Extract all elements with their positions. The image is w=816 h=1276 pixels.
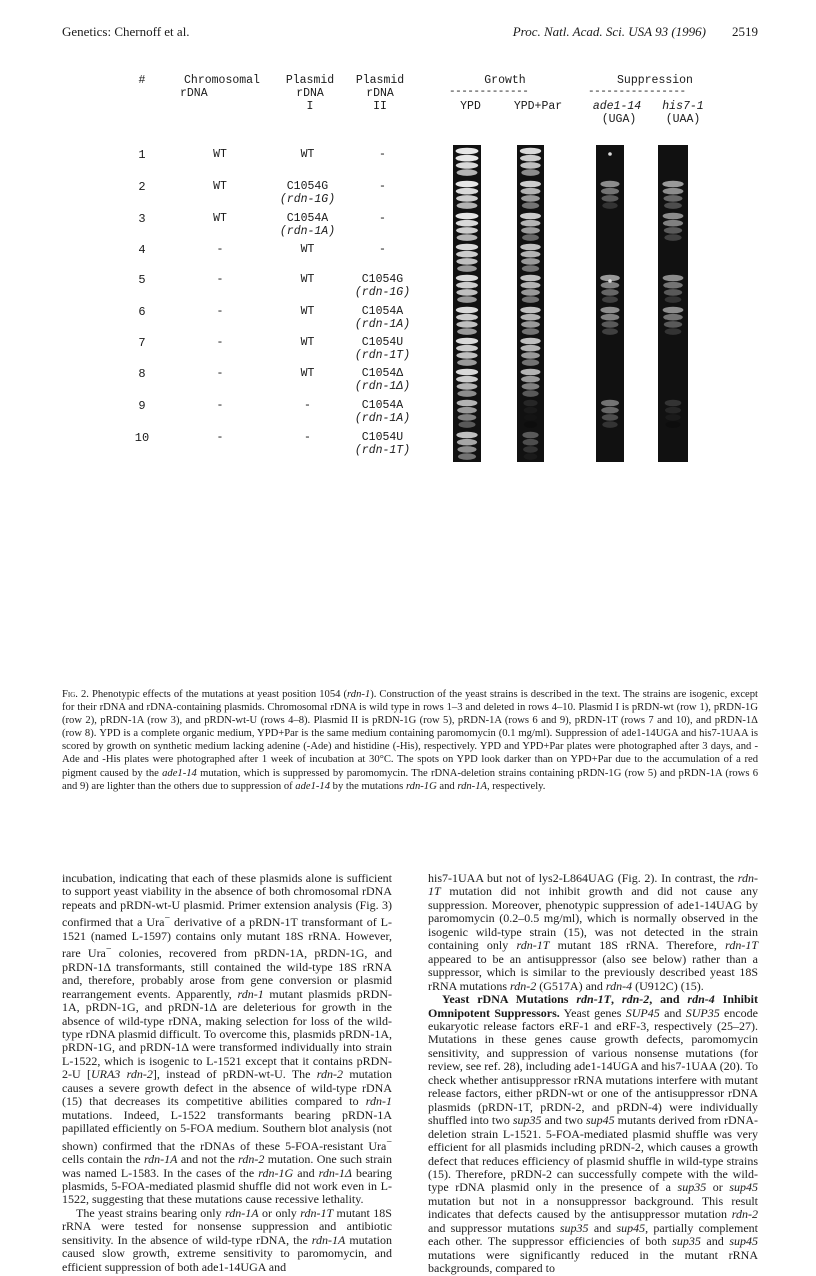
colony-spot <box>601 289 619 296</box>
plasmid-1-line: C1054A <box>286 212 329 225</box>
colony-spot <box>456 432 477 439</box>
colony-spot <box>522 390 538 397</box>
chromosomal-rdna: - <box>216 431 224 444</box>
colony-spot <box>602 421 617 428</box>
chromosomal-rdna: WT <box>213 212 227 225</box>
plasmid-2-line: C1054Δ <box>361 367 404 380</box>
plasmid-2-line: C1054A <box>361 305 404 318</box>
plasmid-2-line: - <box>379 243 386 256</box>
colony-spot <box>456 345 478 352</box>
colony-spot <box>456 307 478 314</box>
colony-spot <box>456 338 478 345</box>
page-number: 2519 <box>732 24 758 39</box>
header-chromosomal-line1: Chromosomal <box>184 74 260 87</box>
spot-row-ade <box>596 272 624 305</box>
colony-spot <box>663 275 684 282</box>
plasmid-1-line: - <box>304 399 311 412</box>
plasmid-2-line: - <box>379 180 386 193</box>
colony-spot <box>522 432 538 439</box>
spot-row-par <box>517 145 544 178</box>
row-number: 5 <box>138 273 146 287</box>
plasmid-2-line: (rdn-1T) <box>354 444 411 457</box>
header-suppression: Suppression <box>617 74 693 87</box>
header-plasmid1-line1: Plasmid <box>285 74 335 87</box>
colony-spot <box>663 213 684 220</box>
colony-spot <box>665 414 680 421</box>
colony-spot <box>664 321 682 328</box>
colony-spot <box>522 359 539 366</box>
colony-spot <box>456 227 478 234</box>
right-paragraph-2 <box>428 993 758 1276</box>
running-header-left: Genetics: Chernoff et al. <box>62 24 190 39</box>
colony-spot <box>521 289 540 296</box>
spot-row-ade <box>596 145 624 178</box>
colony-spot <box>602 202 617 209</box>
header-num: # <box>138 74 146 87</box>
colony-spot <box>524 453 538 460</box>
colony-spot <box>520 162 540 169</box>
left-column <box>62 872 392 1274</box>
colony-spot <box>601 282 620 289</box>
spot-row-ade <box>596 366 624 399</box>
colony-spot <box>521 220 541 227</box>
spot-row-ade <box>596 429 624 462</box>
plasmid-1-line: WT <box>300 243 315 256</box>
colony-spot <box>521 227 540 234</box>
colony-spot <box>523 400 537 407</box>
journal-citation: Proc. Natl. Acad. Sci. USA 93 (1996) <box>512 24 706 39</box>
colony-spot <box>521 188 541 195</box>
plasmid-1-line: WT <box>300 273 315 286</box>
spot-row-ypd <box>453 397 481 430</box>
colony-spot <box>522 234 539 241</box>
spot-row-his <box>658 241 688 274</box>
colony-spot <box>456 321 477 328</box>
spot-row-ypd <box>453 178 481 211</box>
header-uaa: (UAA) <box>665 113 701 126</box>
spot-row-ypd <box>453 210 481 243</box>
colony-spot <box>457 383 478 390</box>
spot-row-his <box>658 304 688 337</box>
plasmid-1-line: (rdn-1A) <box>279 225 336 238</box>
colony-spot <box>520 275 540 282</box>
colony-spot <box>601 314 620 321</box>
colony-spot <box>664 202 682 209</box>
plasmid-2-line: (rdn-1T) <box>354 349 411 362</box>
colony-spot <box>520 244 540 251</box>
spot-row-par <box>517 272 544 305</box>
colony-spot <box>520 338 540 345</box>
plate-background <box>658 335 688 368</box>
colony-spot <box>602 195 619 202</box>
section-body: Yeast genes SUP45 and SUP35 encode eukaryotic release factors eRF-1 and eRF-3, respectively (25–27). Mutations in these genes cause growth defects, paromomycin sensitivity, and suppression of various nonsense mutations (for review, see ref. 28), including ade1-14UGA and his7-1UAA (20). To check whether antisuppressor rRNA mutations interfere with mutant release factors, either pRDN-wt or one of the antisuppressor rDNA plasmids (pRDN-1T, pRDN-2, and pRDN-4) were individually shuffled into two sup35 and two sup45 mutants derived from rDNA-deletion strain L-1521. 5-FOA-mediated plasmid shuffle was very efficient for all plasmids including pRDN-2, which causes a growth defect that reduces efficiency of plasmid shuffle in wild-type strains (15). Therefore, pRDN-2 can successfully compete with the wild-type rDNA plasmid only in the presence of a sup35 or sup45 mutation but not in a nonsuppressor background. This result indicates that defects caused by the antisuppressor mutation rdn-2 and suppressor mutations sup35 and sup45, partially complement each other. The suppressor efficiencies of both sup35 and sup45 mutations were significantly reduced in the mutant rRNA backgrounds, compared to <box>428 1005 759 1276</box>
colony-spot <box>457 202 478 209</box>
spot-row-his <box>658 397 688 430</box>
plate-background <box>596 145 624 178</box>
chromosomal-rdna: - <box>216 367 224 380</box>
spot-row-par <box>517 366 544 399</box>
colony-spot <box>664 234 681 241</box>
spot-row-ypd <box>453 304 481 337</box>
colony-spot <box>521 195 540 202</box>
spot-row-par <box>517 210 544 243</box>
growth-divider: ------------- <box>449 86 529 98</box>
colony-spot <box>522 265 539 272</box>
colony-spot <box>524 407 538 414</box>
plasmid-2-line: (rdn-1Δ) <box>354 380 411 393</box>
header-plasmid2-line2: rDNA <box>366 87 394 100</box>
colony-spot <box>457 296 477 303</box>
colony-spot <box>521 376 540 383</box>
plasmid-2-line: C1054U <box>361 336 404 349</box>
colony-spot <box>522 202 539 209</box>
spot-row-his <box>658 178 688 211</box>
colony-spot <box>456 220 478 227</box>
header-ade1-14: ade1-14 <box>592 100 642 113</box>
plasmid-2-line: (rdn-1G) <box>354 286 411 299</box>
plasmid-1-line: WT <box>300 336 315 349</box>
row-number: 10 <box>134 431 150 445</box>
plate-background <box>596 210 624 243</box>
colony-spot <box>521 369 541 376</box>
suppression-divider: ---------------- <box>588 86 686 98</box>
colony-spot <box>456 369 478 376</box>
colony-spot <box>456 314 478 321</box>
colony-spot <box>456 162 478 169</box>
spot-row-ypd <box>453 429 481 462</box>
colony-spot <box>457 169 478 176</box>
colony-spot <box>456 289 477 296</box>
colony-spot <box>663 282 683 289</box>
colony-spot <box>456 148 479 155</box>
colony-spot <box>663 188 684 195</box>
plate-background <box>596 335 624 368</box>
colony-spot <box>457 328 477 335</box>
spot-row-his <box>658 335 688 368</box>
colony-spot <box>457 446 476 453</box>
chromosomal-rdna: WT <box>213 148 227 161</box>
spot-row-ade <box>596 241 624 274</box>
plasmid-2-line: (rdn-1A) <box>354 318 411 331</box>
spot-row-ade <box>596 210 624 243</box>
colony-spot <box>457 407 477 414</box>
spot-row-his <box>658 366 688 399</box>
colony-spot <box>456 188 478 195</box>
colony-spot <box>600 307 619 314</box>
colony-spot <box>664 195 683 202</box>
colony-spot <box>663 307 684 314</box>
colony-spot <box>523 439 539 446</box>
header-ypd: YPD <box>460 100 481 113</box>
colony-spot <box>520 213 541 220</box>
spot-row-par <box>517 397 544 430</box>
plate-background <box>596 429 624 462</box>
plasmid-1-line: (rdn-1G) <box>279 193 336 206</box>
spot-row-his <box>658 272 688 305</box>
header-ypd-par: YPD+Par <box>513 100 563 113</box>
plate-background <box>658 366 688 399</box>
row-number: 6 <box>138 305 146 319</box>
row-number: 8 <box>138 367 146 381</box>
plasmid-1-line: WT <box>300 148 315 161</box>
colony-spot <box>520 148 541 155</box>
spot-row-his <box>658 145 688 178</box>
spot-row-ade <box>596 304 624 337</box>
chromosomal-rdna: - <box>216 243 224 256</box>
colony-spot <box>457 359 477 366</box>
plasmid-1-line: WT <box>300 305 315 318</box>
colony-spot <box>456 195 478 202</box>
right-paragraph-1: his7-1UAA but not of lys2-L864UAG (Fig. 2). In contrast, the rdn-1T mutation did not inhibit growth and did not cause any suppression. Moreover, phenotypic suppression of ade1-14UAG by paromomycin (0.2–0.5 mg/ml), which is normally observed in the isogenic wild-type strain (15), was not detected in the strain containing only rdn-1T mutant 18S rRNA. Therefore, rdn-1T appeared to be an antisuppressor (also see below) rather than a suppressor, which is similar to the previously described yeast 18S rRNA mutations rdn-2 (G517A) and rdn-4 (U912C) (15). <box>428 871 758 993</box>
chromosomal-rdna: - <box>216 336 224 349</box>
spot-row-par <box>517 429 544 462</box>
plasmid-1-line: - <box>304 431 311 444</box>
row-number: 4 <box>138 243 146 257</box>
spot-row-par <box>517 304 544 337</box>
colony-spot <box>456 155 479 162</box>
plasmid-1-line: WT <box>300 367 315 380</box>
colony-spot <box>522 383 540 390</box>
row-number: 2 <box>138 180 146 194</box>
plasmid-2-line: C1054G <box>361 273 404 286</box>
colony-spot <box>608 152 612 156</box>
plate-background <box>658 429 688 462</box>
spot-row-ypd <box>453 366 481 399</box>
chromosomal-rdna: WT <box>213 180 227 193</box>
colony-spot <box>664 289 682 296</box>
header-plasmid2-line1: Plasmid <box>355 74 405 87</box>
colony-spot <box>456 376 478 383</box>
colony-spot <box>666 421 681 428</box>
colony-spot <box>521 314 541 321</box>
row-number: 3 <box>138 212 146 226</box>
colony-spot <box>457 390 476 397</box>
colony-spot <box>524 414 537 421</box>
colony-spot <box>458 453 476 460</box>
header-uga: (UGA) <box>601 113 637 126</box>
colony-spot <box>600 181 619 188</box>
left-paragraph-1: incubation, indicating that each of these plasmids alone is sufficient to support yeast viability in the absence of both chromosomal rDNA repeats and pRDN-wt-U plasmid. Primer extension analysis (Fig. 3) confirmed that a Ura− derivative of a pRDN-1T transformant of L-1521 (named L-1597) contains only mutant 18S rRNA. However, rare Ura− colonies, recovered from pRDN-1A, pRDN-1G, and pRDN-1Δ transformants, still contained the wild-type 18S rRNA and, therefore, probably arose from gene conversion or plasmid rearrangement events. Apparently, rdn-1 mutant plasmids pRDN-1A, pRDN-1G, and pRDN-1Δ are deleterious for growth in the absence of wild-type rDNA, making selection for loss of the wild-type rDNA plasmid difficult. To overcome this, plasmids pRDN-1A, pRDN-1G, and pRDN-1Δ were transformed individually into strain L-1522, which is isogenic to L-1521 except that it contains pRDN-2-U [URA3 rdn-2], instead of pRDN-wt-U. The rdn-2 mutation causes a severe growth defect in the absence of wild-type rDNA (15) that decreases its competitive abilities compared to rdn-1 mutations. Indeed, L-1522 transformants bearing pRDN-1A papillated efficiently on 5-FOA medium. Southern blot analysis (not shown) confirmed that the rDNAs of these 5-FOA-resistant Ura− cells contain the rdn-1A and not the rdn-2 mutation. One such strain was named L-1583. In the cases of the rdn-1G and rdn-1Δ bearing plasmids, 5-FOA-mediated plasmid shuffle did not work even in L-1522, suggesting that these mutations cause recessive lethality. <box>62 871 393 1207</box>
plate-background <box>596 241 624 274</box>
colony-spot <box>665 328 682 335</box>
colony-spot <box>456 213 479 220</box>
colony-spot <box>521 282 541 289</box>
left-paragraph-2: The yeast strains bearing only rdn-1A or only rdn-1T mutant 18S rRNA were tested for nonsense suppression and antibiotic sensitivity. In the absence of wild-type rDNA, the rdn-1A mutation caused slow growth, extreme sensitivity to paromomycin, and efficient suppression of both ade1-14UGA and <box>62 1205 392 1274</box>
spot-row-par <box>517 335 544 368</box>
section-heading: Yeast rDNA Mutations rdn-1T, rdn-2, and rdn-4 Inhibit Omnipotent Suppressors. <box>428 992 758 1020</box>
colony-spot <box>608 279 612 283</box>
chromosomal-rdna: - <box>216 399 224 412</box>
plate-background <box>658 145 688 178</box>
colony-spot <box>456 251 478 258</box>
colony-spot <box>602 321 619 328</box>
spot-row-ypd <box>453 272 481 305</box>
spot-row-ade <box>596 178 624 211</box>
colony-spot <box>521 321 540 328</box>
colony-spot <box>458 414 477 421</box>
figure-caption: Fig. 2. Phenotypic effects of the mutations at yeast position 1054 (rdn-1). Construction of the yeast strains is described in the text. The strains are isogenic, except for their rDNA and rDNA-containing plasmids. Chromosomal rDNA is wild type in rows 1–3 and deleted in rows 4–10. Plasmid I is pRDN-wt (row 1), pRDN-1G (row 2), pRDN-1A (row 3), and pRDN-wt-U (rows 4–8). Plasmid II is pRDN-1G (row 5), pRDN-1A (rows 6 and 9), pRDN-1T (rows 7 and 10), and pRDN-1Δ (row 8). YPD is a complete organic medium, YPD+Par is the same medium containing paromomycin (0.1 mg/ml). Suppression of ade1-14UGA and his7-1UAA is scored by growth on synthetic medium lacking adenine (-Ade) and histidine (-His), respectively. YPD and YPD+Par plates were photographed after 3 days, and -Ade and -His plates were photographed after 1 week of incubation at 30°C. The spots on YPD look darker than on YPD+Par due to the accumulation of a red pigment caused by the ade1-14 mutation, which is suppressed by paromomycin. The rDNA-deletion strains containing pRDN-1G (row 5) and pRDN-1A (rows 6 and 9) are lighter than the others due to suppression of ade1-14 by the mutations rdn-1G and rdn-1A, respectively. <box>62 689 759 792</box>
spot-row-ade <box>596 335 624 368</box>
colony-spot <box>521 169 539 176</box>
right-column <box>428 872 758 1276</box>
colony-spot <box>521 251 541 258</box>
spot-row-his <box>658 429 688 462</box>
header-his7-1: his7-1 <box>662 100 704 113</box>
colony-spot <box>601 407 619 414</box>
colony-spot <box>522 328 539 335</box>
colony-spot <box>523 446 538 453</box>
plasmid-2-line: C1054U <box>361 431 404 444</box>
colony-spot <box>456 258 477 265</box>
colony-spot <box>665 296 682 303</box>
colony-spot <box>665 407 681 414</box>
spot-row-his <box>658 210 688 243</box>
plasmid-2-line: C1054A <box>361 399 404 412</box>
colony-spot <box>457 400 478 407</box>
row-number: 1 <box>138 148 146 162</box>
colony-spot <box>456 181 479 188</box>
header-plasmid1-line3: I <box>306 100 314 113</box>
row-number: 7 <box>138 336 146 350</box>
plate-background <box>658 241 688 274</box>
colony-spot <box>602 328 618 335</box>
colony-spot <box>521 352 540 359</box>
chromosomal-rdna: - <box>216 273 224 286</box>
colony-spot <box>457 234 478 241</box>
colony-spot <box>601 188 619 195</box>
spot-row-par <box>517 178 544 211</box>
colony-spot <box>520 155 541 162</box>
colony-spot <box>662 181 683 188</box>
colony-spot <box>520 307 540 314</box>
colony-spot <box>521 345 541 352</box>
colony-spot <box>664 227 682 234</box>
plasmid-1-line: C1054G <box>286 180 329 193</box>
colony-spot <box>663 314 683 321</box>
colony-spot <box>520 181 541 188</box>
colony-spot <box>456 352 477 359</box>
plasmid-2-line: - <box>379 148 386 161</box>
colony-spot <box>457 439 477 446</box>
colony-spot <box>456 275 478 282</box>
header-growth: Growth <box>484 74 526 87</box>
spot-row-par <box>517 241 544 274</box>
header-plasmid1-line2: rDNA <box>296 87 324 100</box>
colony-spot <box>602 296 618 303</box>
spot-row-ypd <box>453 335 481 368</box>
colony-spot <box>602 414 618 421</box>
plasmid-2-line: - <box>379 212 386 225</box>
colony-spot <box>665 400 682 407</box>
plasmid-2-line: (rdn-1A) <box>354 412 411 425</box>
header-chromosomal-line2: rDNA <box>180 87 208 100</box>
plate-background <box>596 366 624 399</box>
chromosomal-rdna: - <box>216 305 224 318</box>
colony-spot <box>457 265 477 272</box>
colony-spot <box>521 258 540 265</box>
colony-spot <box>522 296 539 303</box>
row-number: 9 <box>138 399 146 413</box>
spot-row-ade <box>596 397 624 430</box>
colony-spot <box>456 244 478 251</box>
colony-spot <box>663 220 683 227</box>
spot-row-ypd <box>453 145 481 178</box>
spot-row-ypd <box>453 241 481 274</box>
colony-spot <box>456 282 478 289</box>
colony-spot <box>459 421 476 428</box>
colony-spot <box>524 421 537 428</box>
colony-spot <box>601 400 619 407</box>
header-plasmid2-line3: II <box>373 100 387 113</box>
